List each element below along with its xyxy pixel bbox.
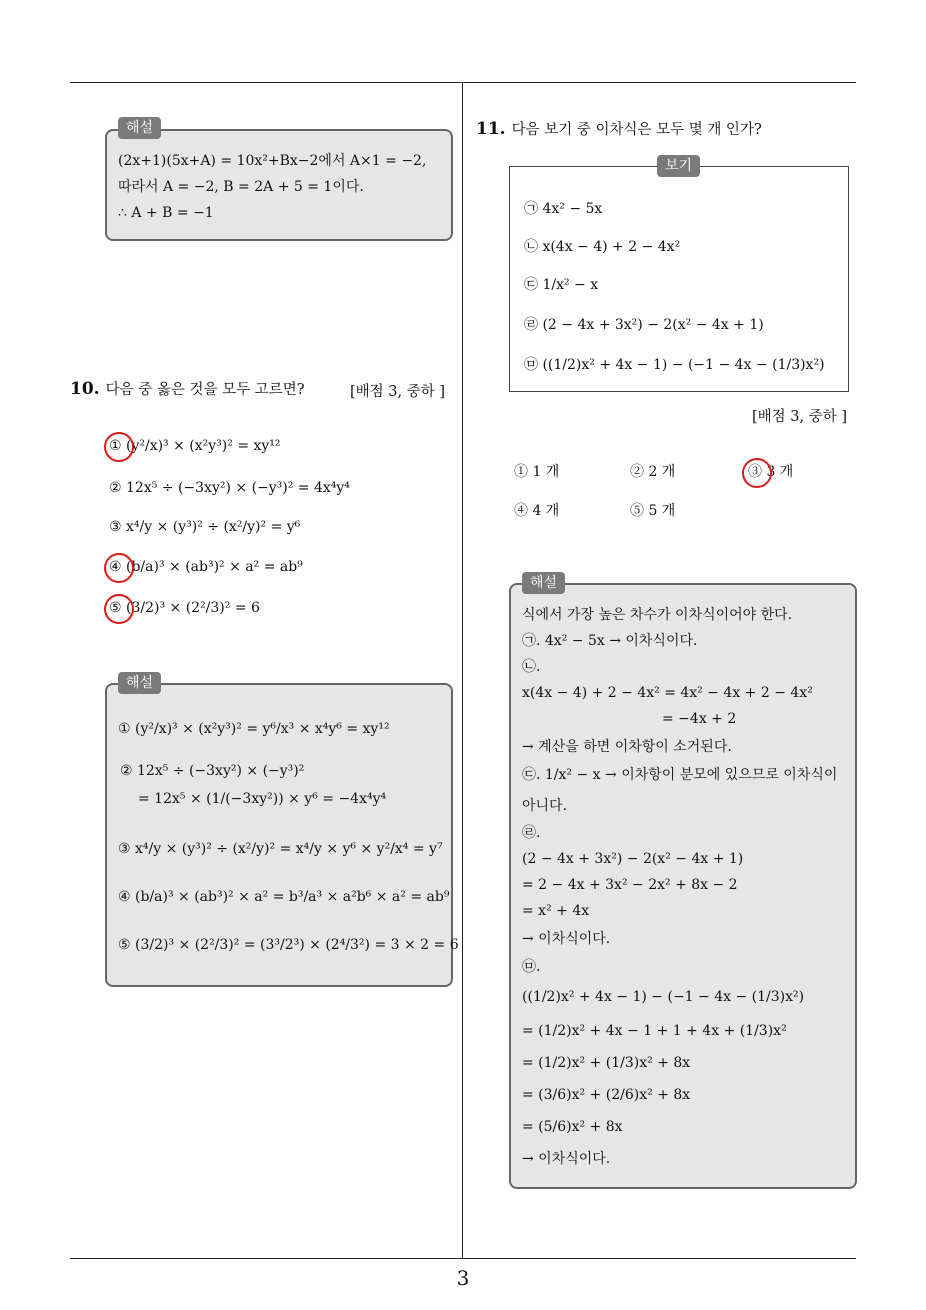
q11-solution-line-15: ((1/2)x² + 4x − 1) − (−1 − 4x − (1/3)x²) <box>522 989 805 1005</box>
q10-number: 10. <box>70 379 100 399</box>
q10-solution-line-1: ① (y²/x)³ × (x²y³)² = y⁶/x³ × x⁴y⁶ = xy¹² <box>118 721 390 737</box>
q11-example-2: ㉡ x(4x − 4) + 2 − 4x² <box>524 239 681 255</box>
q11-solution-line-4: x(4x − 4) + 2 − 4x² = 4x² − 4x + 2 − 4x² <box>522 685 813 701</box>
q10-points: [배점 3, 중하 ] <box>350 384 446 400</box>
q11-points: [배점 3, 중하 ] <box>752 409 848 425</box>
q10-option-5[interactable]: ⑤ (3/2)³ × (2²/3)² = 6 <box>109 600 260 616</box>
q11-solution-line-9: ㉣. <box>522 825 541 841</box>
column-divider <box>462 83 463 1259</box>
q10-option-2[interactable]: ② 12x⁵ ÷ (−3xy²) × (−y³)² = 4x⁴y⁴ <box>109 480 350 496</box>
top-rule <box>70 82 856 83</box>
q10-option-4[interactable]: ④ (b/a)³ × (ab³)² × a² = ab⁹ <box>109 559 303 575</box>
q10-option-1[interactable]: ① (y²/x)³ × (x²y³)² = xy¹² <box>109 438 281 454</box>
answer-circle-q10-4 <box>104 553 134 583</box>
q11-solution-line-1: 식에서 가장 높은 차수가 이차식이어야 한다. <box>522 607 793 623</box>
q11-solution-tag: 해설 <box>522 572 565 594</box>
q9-solution-line-3: ∴ A + B = −1 <box>118 205 214 221</box>
q11-choice-3[interactable]: ③ 3 개 <box>748 464 794 480</box>
q10-solution-line-6: ⑤ (3/2)³ × (2²/3)² = (3³/2³) × (2⁴/3²) = 3 × 2 = 6 <box>118 937 459 953</box>
q11-solution-line-8: 아니다. <box>522 798 568 814</box>
q11-number: 11. <box>476 119 506 139</box>
q9-solution-line-1: (2x+1)(5x+A) = 10x²+Bx−2에서 A×1 = −2, <box>118 153 427 169</box>
q9-solution-line-2: 따라서 A = −2, B = 2A + 5 = 1이다. <box>118 179 364 195</box>
q10-solution-tag: 해설 <box>118 672 161 694</box>
q11-solution-line-10: (2 − 4x + 3x²) − 2(x² − 4x + 1) <box>522 851 744 867</box>
answer-circle-q10-1 <box>104 432 134 462</box>
q10-solution-line-2: ② 12x⁵ ÷ (−3xy²) × (−y³)² <box>120 763 305 779</box>
q11-example-5: ㉤ ((1/2)x² + 4x − 1) − (−1 − 4x − (1/3)x²) <box>524 357 825 373</box>
answer-circle-q11-3 <box>742 458 772 488</box>
q11-question <box>476 118 762 139</box>
q11-choice-4[interactable]: ④ 4 개 <box>514 503 560 519</box>
q10-solution-line-4: ③ x⁴/y × (y³)² ÷ (x²/y)² = x⁴/y × y⁶ × y²/x⁴ = y⁷ <box>118 841 443 857</box>
q11-example-3: ㉢ 1/x² − x <box>524 277 599 293</box>
page-number: 3 <box>456 1266 470 1290</box>
q11-choice-2[interactable]: ② 2 개 <box>630 464 676 480</box>
q11-example-4: ㉣ (2 − 4x + 3x²) − 2(x² − 4x + 1) <box>524 317 764 333</box>
q11-solution-line-7: ㉢. 1/x² − x → 이차항이 분모에 있으므로 이차식이 <box>522 767 838 783</box>
q11-solution-line-14: ㉤. <box>522 959 541 975</box>
q11-solution-line-19: = (5/6)x² + 8x <box>522 1119 623 1135</box>
q11-example-1: ㉠ 4x² − 5x <box>524 201 603 217</box>
bottom-rule <box>70 1258 856 1259</box>
q11-solution-line-6: → 계산을 하면 이차항이 소거된다. <box>522 739 732 755</box>
q10-option-3[interactable]: ③ x⁴/y × (y³)² ÷ (x²/y)² = y⁶ <box>109 519 301 535</box>
q11-text: 다음 보기 중 이차식은 모두 몇 개 인가? <box>511 122 762 138</box>
q11-solution-line-5: = −4x + 2 <box>662 711 737 727</box>
q10-text: 다음 중 옳은 것을 모두 고르면? <box>105 382 305 398</box>
q11-solution-line-17: = (1/2)x² + (1/3)x² + 8x <box>522 1055 691 1071</box>
q9-solution-tag: 해설 <box>118 117 161 139</box>
q11-solution-line-18: = (3/6)x² + (2/6)x² + 8x <box>522 1087 691 1103</box>
q11-solution-line-3: ㉡. <box>522 659 541 675</box>
answer-circle-q10-5 <box>104 594 134 624</box>
q11-example-tag: 보기 <box>657 155 700 177</box>
q11-solution-line-16: = (1/2)x² + 4x − 1 + 1 + 4x + (1/3)x² <box>522 1023 787 1039</box>
q11-solution-line-12: = x² + 4x <box>522 903 590 919</box>
q10-solution-line-5: ④ (b/a)³ × (ab³)² × a² = b³/a³ × a²b⁶ × a² = ab⁹ <box>118 889 450 905</box>
q11-solution-line-13: → 이차식이다. <box>522 931 611 947</box>
q11-solution-line-20: → 이차식이다. <box>522 1151 611 1167</box>
q10-solution-line-3: = 12x⁵ × (1/(−3xy²)) × y⁶ = −4x⁴y⁴ <box>138 791 387 807</box>
q11-solution-line-11: = 2 − 4x + 3x² − 2x² + 8x − 2 <box>522 877 738 893</box>
q11-choice-5[interactable]: ⑤ 5 개 <box>630 503 676 519</box>
q11-choice-1[interactable]: ① 1 개 <box>514 464 560 480</box>
q10-question <box>70 378 304 399</box>
q11-solution-line-2: ㉠. 4x² − 5x → 이차식이다. <box>522 633 698 649</box>
